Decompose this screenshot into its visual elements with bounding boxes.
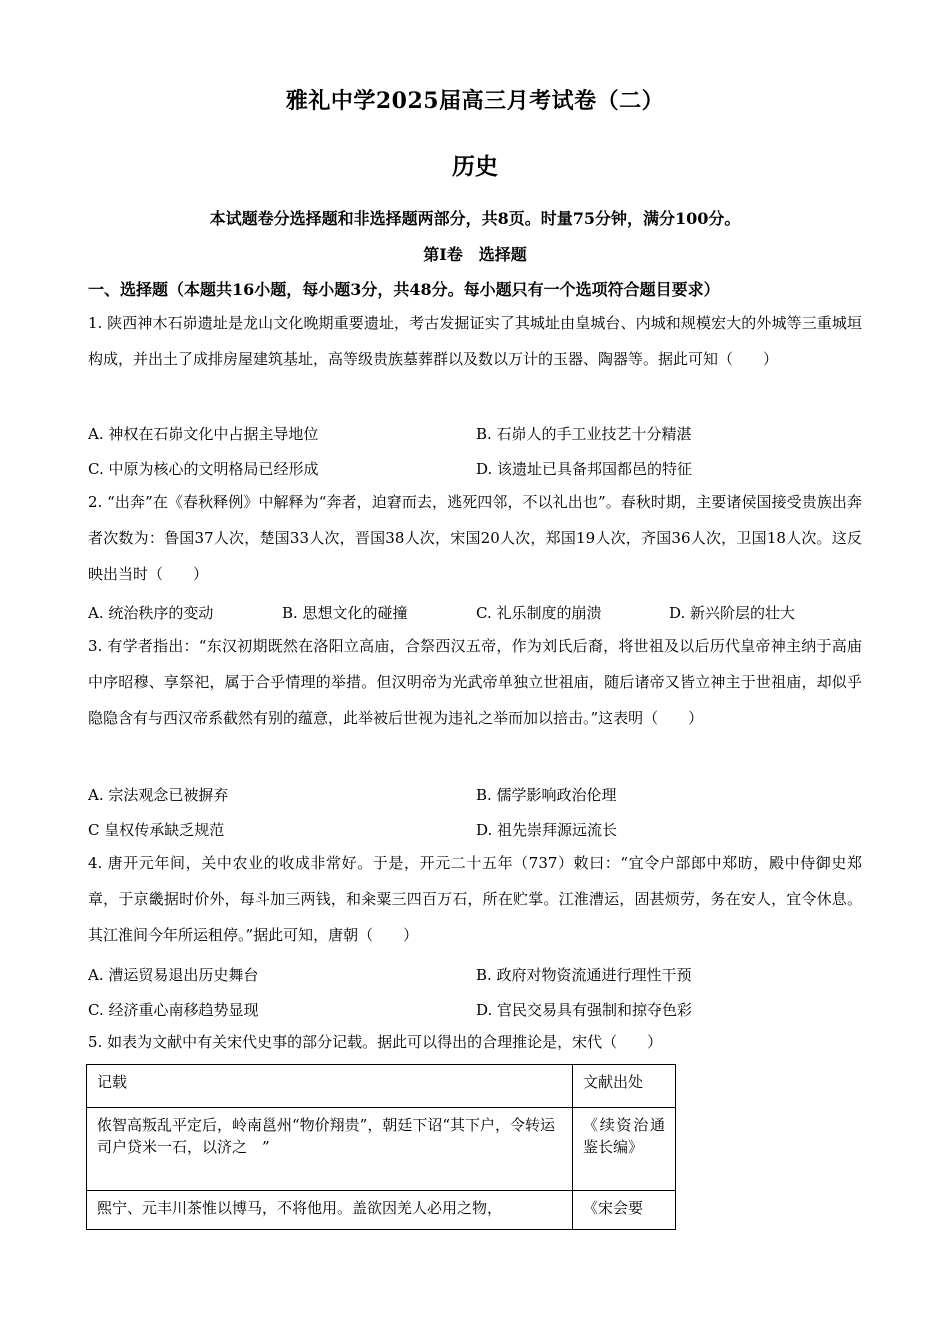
question-4-stem: 4. 唐开元年间，关中农业的收成非常好。于是，开元二十五年（737）敕曰：“宜令户部郎中郑昉，殿中侍御史郑章，于京畿据时价外，每斗加三两钱，和籴粟三四百万石，所在贮掌。江淮漕运，固甚烦劳，务在安人，宜令休息。其江淮间今年所运租停。”据此可知，唐朝（ ）: [88, 854, 862, 944]
question-2-option-a[interactable]: A. 统治秩序的变动: [88, 604, 214, 622]
question-3-option-d[interactable]: D. 祖先崇拜源远流长: [476, 821, 618, 839]
table-row: [87, 1108, 676, 1191]
question-1-option-a[interactable]: A. 神权在石峁文化中占据主导地位: [88, 425, 319, 443]
part-heading: 一、选择题（本题共16小题，每小题3分，共48分。每小题只有一个选项符合题目要求）: [88, 280, 720, 299]
question-4-option-c[interactable]: C. 经济重心南移趋势显现: [88, 1001, 259, 1019]
subject-title: 历史: [452, 153, 498, 180]
records-table: [86, 1064, 676, 1230]
question-4-option-b[interactable]: B. 政府对物资流通进行理性干预: [476, 966, 692, 984]
table-cell-record: 熙宁、元丰川茶惟以博马，不将他用。盖欲因羌人必用之物，: [87, 1191, 573, 1230]
question-3-stem: 3. 有学者指出：“东汉初期既然在洛阳立高庙，合祭西汉五帝，作为刘氏后裔，将世祖及以后历代皇帝神主纳于高庙中序昭穆、享祭祀，属于合乎情理的举措。但汉明帝为光武帝单独立世祖庙，随后诸帝又皆立神主于世祖庙，却似乎隐隐含有与西汉帝系截然有别的蕴意，此举被后世视为违礼之举而加以掊击。”这表明（ ）: [88, 637, 862, 727]
question-1-option-c[interactable]: C. 中原为核心的文明格局已经形成: [88, 460, 319, 478]
table-header-source: 文献出处: [573, 1065, 676, 1108]
table-cell-source: 《宋会要: [573, 1191, 676, 1230]
table-cell-record: 侬智高叛乱平定后，岭南邕州“物价翔贵”，朝廷下诏“其下户，令转运司户贷米一石，以济之 ”: [87, 1108, 573, 1191]
table-cell-source: 《续资治通鉴长编》: [573, 1108, 676, 1191]
question-1-option-d[interactable]: D. 该遗址已具备邦国都邑的特征: [476, 460, 693, 478]
question-5-stem: 5. 如表为文献中有关宋代史事的部分记载。据此可以得出的合理推论是，宋代（ ）: [88, 1033, 663, 1051]
question-3-option-b[interactable]: B. 儒学影响政治伦理: [476, 786, 617, 804]
question-1-stem: 1. 陕西神木石峁遗址是龙山文化晚期重要遗址，考古发掘证实了其城址由皇城台、内城和规模宏大的外城等三重城垣构成，并出土了成排房屋建筑基址，高等级贵族墓葬群以及数以万计的玉器、陶器等。据此可知（ ）: [88, 314, 862, 368]
question-2-option-d[interactable]: D. 新兴阶层的壮大: [669, 604, 796, 622]
question-4-option-d[interactable]: D. 官民交易具有强制和掠夺色彩: [476, 1001, 693, 1019]
question-2-stem: 2. “出奔”在《春秋释例》中解释为“奔者，迫窘而去，逃死四邻，不以礼出也”。春秋时期，主要诸侯国接受贵族出奔者次数为：鲁国37人次，楚国33人次，晋国38人次，宋国20人次，郑国19人次，齐国36人次，卫国18人次。这反映出当时（ ）: [88, 493, 862, 583]
question-4-option-a[interactable]: A. 漕运贸易退出历史舞台: [88, 966, 259, 984]
table-row: [87, 1191, 676, 1230]
section-title: 第Ⅰ卷 选择题: [423, 245, 527, 264]
table-header-record: 记载: [87, 1065, 573, 1108]
table-header-row: [87, 1065, 676, 1108]
exam-info: 本试题卷分选择题和非选择题两部分，共8页。时量75分钟，满分100分。: [209, 209, 741, 228]
question-3-option-a[interactable]: A. 宗法观念已被摒弃: [88, 786, 229, 804]
question-1-option-b[interactable]: B. 石峁人的手工业技艺十分精湛: [476, 425, 692, 443]
question-2-option-b[interactable]: B. 思想文化的碰撞: [282, 604, 408, 622]
question-2-option-c[interactable]: C. 礼乐制度的崩溃: [476, 604, 602, 622]
question-3-option-c[interactable]: C 皇权传承缺乏规范: [88, 821, 225, 839]
exam-title: 雅礼中学2025届高三月考试卷（二）: [285, 88, 665, 114]
